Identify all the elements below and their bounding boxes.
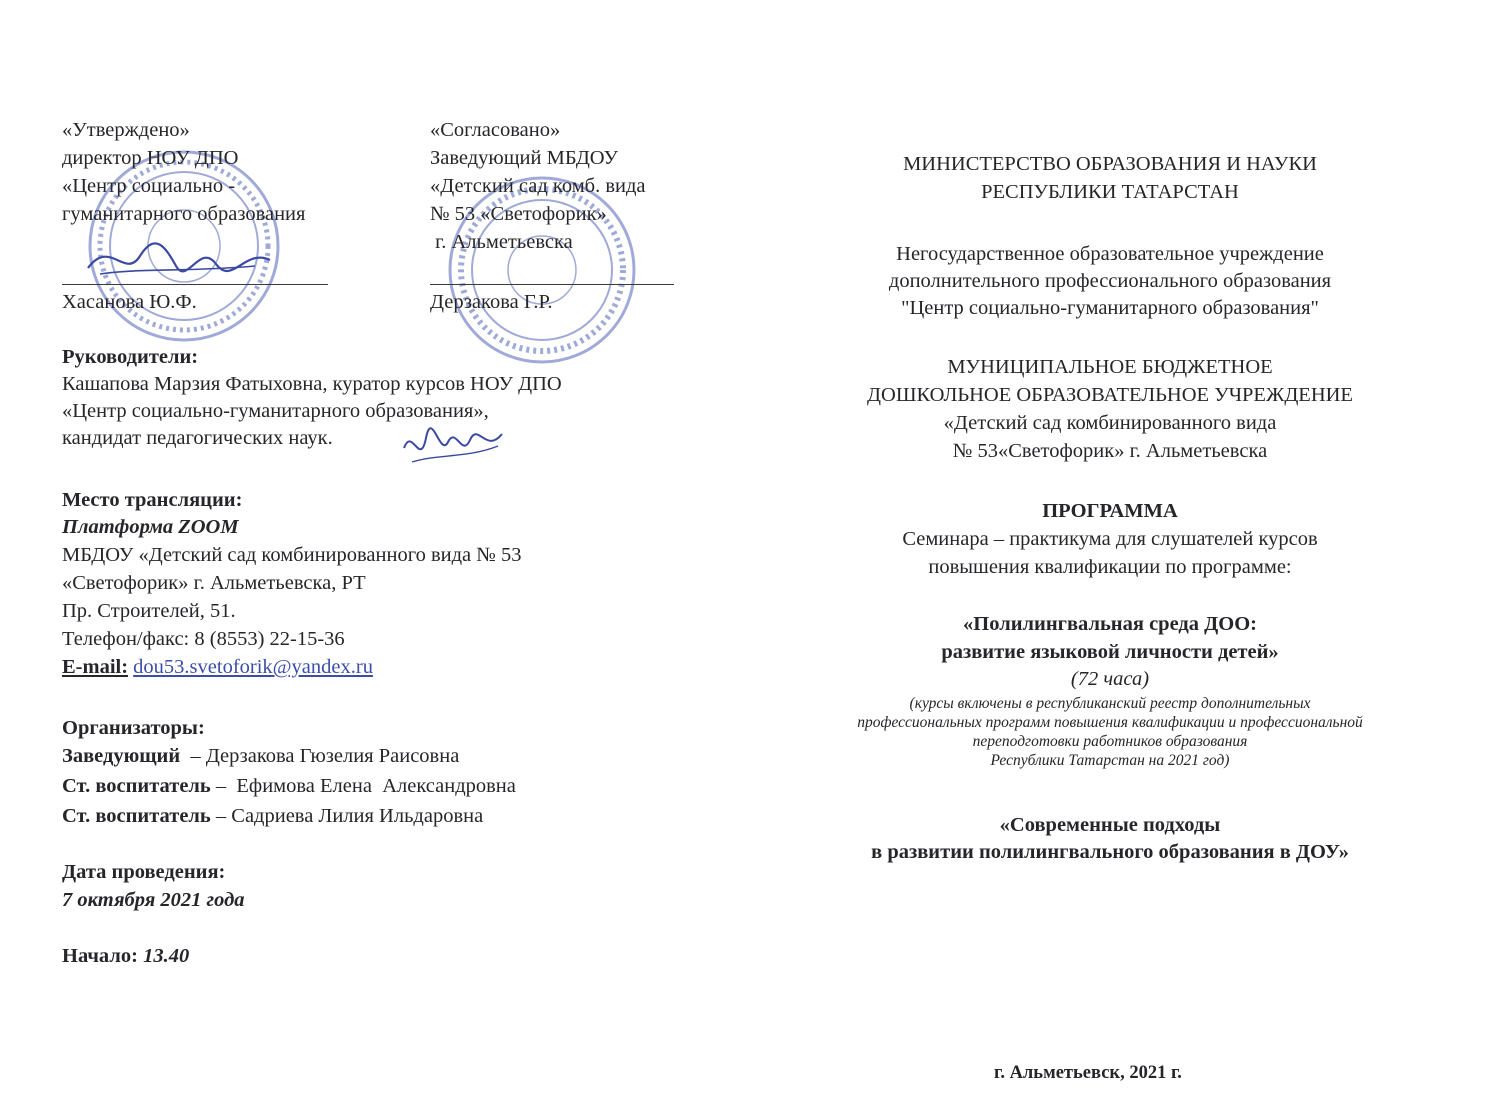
nou-line-2: дополнительного профессионального образования: [888, 270, 1332, 292]
mbdou-line-4: № 53«Светофорик» г. Альметьевска: [952, 440, 1268, 462]
mbdou-line-2: ДОШКОЛЬНОЕ ОБРАЗОВАТЕЛЬНОЕ УЧРЕЖДЕНИЕ: [867, 384, 1353, 406]
email-label: E-mail:: [62, 656, 129, 678]
topic-line-2: в развитии полилингвального образования в ДОУ»: [871, 841, 1349, 863]
venue-platform: Платформа ZOOM: [62, 516, 239, 538]
nou-line-1: Негосударственное образовательное учреждение: [896, 243, 1324, 265]
ministry-line-2: РЕСПУБЛИКИ ТАТАРСТАН: [981, 181, 1239, 203]
venue-line-3: Пр. Строителей, 51.: [62, 600, 236, 622]
mbdou-line-3: «Детский сад комбинированного вида: [943, 412, 1277, 434]
organizer-role: Заведующий: [62, 745, 186, 767]
venue-line-4: Телефон/факс: 8 (8553) 22-15-36: [62, 628, 345, 650]
agreed-line-3: № 53 «Светофорик»: [430, 203, 607, 225]
email-row: [62, 656, 373, 679]
date-heading: Дата проведения:: [62, 861, 226, 883]
program-sub-1: Семинара – практикума для слушателей курсов: [902, 528, 1318, 550]
organizers-heading: Организаторы:: [62, 717, 205, 739]
organizer-row-3: [62, 805, 483, 828]
agreed-line-2: «Детский сад комб. вида: [430, 175, 646, 197]
course-hours: (72 часа): [1070, 668, 1150, 690]
approved-line-3: гуманитарного образования: [62, 203, 306, 225]
note-line-1: (курсы включены в республиканский реестр дополнительных: [909, 695, 1311, 712]
program-title: ПРОГРАММА: [1042, 500, 1178, 522]
venue-heading: Место трансляции:: [62, 489, 243, 511]
start-label: Начало:: [62, 945, 138, 967]
round-stamp-right: [444, 172, 640, 368]
organizer-name: – Садриева Лилия Ильдаровна: [210, 805, 484, 827]
approved-line-1: директор НОУ ДПО: [62, 147, 239, 169]
nou-line-3: "Центр социально-гуманитарного образования": [901, 297, 1319, 319]
ministry-line-1: МИНИСТЕРСТВО ОБРАЗОВАНИЯ И НАУКИ: [903, 153, 1317, 175]
organizer-row-2: [62, 775, 516, 798]
course-line-2: развитие языковой личности детей»: [941, 641, 1279, 663]
note-line-4: Республики Татарстан на 2021 год): [990, 752, 1230, 769]
agreed-title: «Согласовано»: [430, 119, 561, 141]
approved-signature: [80, 228, 280, 288]
organizer-row-1: [62, 745, 459, 768]
approved-signer: Хасанова Ю.Ф.: [62, 291, 197, 313]
date-value: 7 октября 2021 года: [62, 889, 245, 911]
organizer-role: Ст. воспитатель: [62, 775, 211, 797]
approved-line-2: «Центр социально -: [62, 175, 236, 197]
email-link[interactable]: dou53.svetoforik@yandex.ru: [133, 656, 373, 678]
note-line-2: профессиональных программ повышения квалификации и профессиональной: [857, 714, 1363, 731]
leader-signature: [398, 418, 508, 474]
agreed-line-1: Заведующий МБДОУ: [430, 147, 618, 169]
agreed-signer: Дерзакова Г.Р.: [430, 291, 553, 313]
venue-line-2: «Светофорик» г. Альметьевска, РТ: [62, 572, 366, 594]
course-line-1: «Полилингвальная среда ДОО:: [963, 613, 1257, 635]
venue-line-1: МБДОУ «Детский сад комбинированного вида № 53: [62, 544, 522, 566]
leaders-line-1: Кашапова Марзия Фатыховна, куратор курсов НОУ ДПО: [62, 373, 562, 395]
start-row: [62, 945, 189, 968]
start-value: 13.40: [137, 945, 190, 967]
note-line-3: переподготовки работников образования: [972, 733, 1248, 750]
agreed-signature-line: [430, 284, 674, 285]
organizer-name: – Ефимова Елена Александровна: [210, 775, 516, 797]
city-year: г. Альметьевск, 2021 г.: [994, 1063, 1182, 1083]
program-sub-2: повышения квалификации по программе:: [928, 556, 1292, 578]
leaders-line-3: кандидат педагогических наук.: [62, 427, 333, 449]
organizer-name: – Дерзакова Гюзелия Раисовна: [185, 745, 460, 767]
leaders-line-2: «Центр социально-гуманитарного образования»,: [62, 400, 489, 422]
mbdou-line-1: МУНИЦИПАЛЬНОЕ БЮДЖЕТНОЕ: [947, 356, 1273, 378]
topic-line-1: «Современные подходы: [999, 814, 1221, 836]
agreed-line-4: г. Альметьевска: [430, 231, 573, 253]
leaders-heading: Руководители:: [62, 346, 199, 368]
organizer-role: Ст. воспитатель: [62, 805, 211, 827]
approved-title: «Утверждено»: [62, 119, 190, 141]
